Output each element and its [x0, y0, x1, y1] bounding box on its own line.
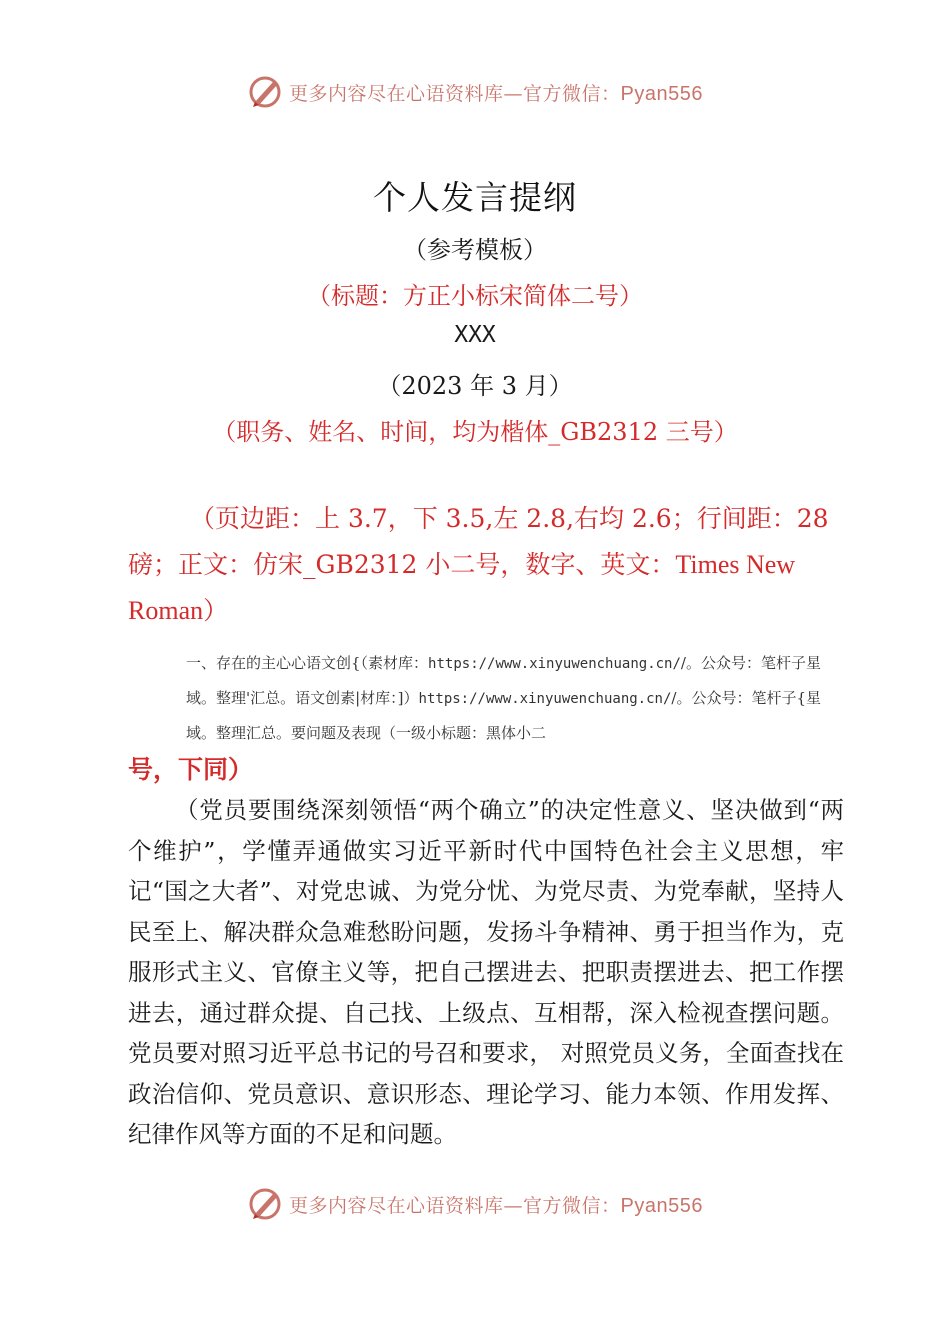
format-hint-paragraph: （页边距：上 3.7，下 3.5,左 2.8,右均 2.6；行间距：28 磅；正文：仿宋_GB2312 小二号，数字、英文：Times New Roman） — [128, 504, 829, 625]
footer-banner — [0, 1182, 950, 1226]
url-text-2: https://www.xinyuwenchuang.cn/ — [418, 691, 672, 707]
pen-logo-icon — [247, 74, 283, 110]
body-paragraph: （党员要围绕深刻领悟“两个确立”的决定性意义、坚决做到“两个维护”，学懂弄通做实习近平新时代中国特色社会主义思想，牢记“国之大者”、对党忠诚、为党分忧、为党尽责、为党奉献，坚持人民至上、解决群众急难愁盼问题，发扬斗争精神、勇于担当作为，克服形式主义、官僚主义等，把自己摆进去、把职责摆进去、把工作摆进去，通过群众提、自己找、上级点、互相帮，深入检视查摆问题。党员要对照习近平总书记的号召和要求， 对照党员义务，全面查找在政治信仰、党员意识、意识形态、理论学习、能力本领、作用发挥、纪律作风等方面的不足和问题。 — [128, 796, 844, 1148]
banner-wechat-id: Pyan556 — [620, 1194, 703, 1217]
author-name: XXX — [454, 322, 496, 348]
pen-logo-icon — [247, 1186, 283, 1222]
position-font-hint: （职务、姓名、时间，均为楷体_GB2312 三号） — [212, 418, 738, 446]
document-title: 个人发言提纲 — [373, 178, 577, 217]
banner-text: 更多内容尽在心语资料库—官方微信：Pyan556 — [289, 82, 703, 105]
header-banner — [0, 70, 950, 114]
section-heading-paragraph: 一、存在的主心心语文创{（素材库：https://www.xinyuwenchuang.cn//。公众号：笔杆子星域。整理'汇总。语文创素|材库：]）https://www.xinyuwenchuang.cn//。公众号：笔杆子{星域。整理汇总。要问题及表现（一级小标题：黑体小二 — [186, 654, 822, 742]
banner-wechat-id: Pyan556 — [620, 82, 703, 105]
template-note: （参考模板） — [403, 236, 547, 264]
section-heading-tail: 号，下同） — [128, 755, 254, 784]
format-hint-font-name: Times New Roman — [128, 550, 796, 625]
banner-text: 更多内容尽在心语资料库—官方微信：Pyan556 — [289, 1194, 703, 1217]
document-date: （2023 年 3 月） — [377, 372, 573, 400]
title-font-hint: （标题：方正小标宋简体二号） — [307, 282, 643, 310]
url-text-1: https://www.xinyuwenchuang.cn/ — [428, 656, 681, 672]
